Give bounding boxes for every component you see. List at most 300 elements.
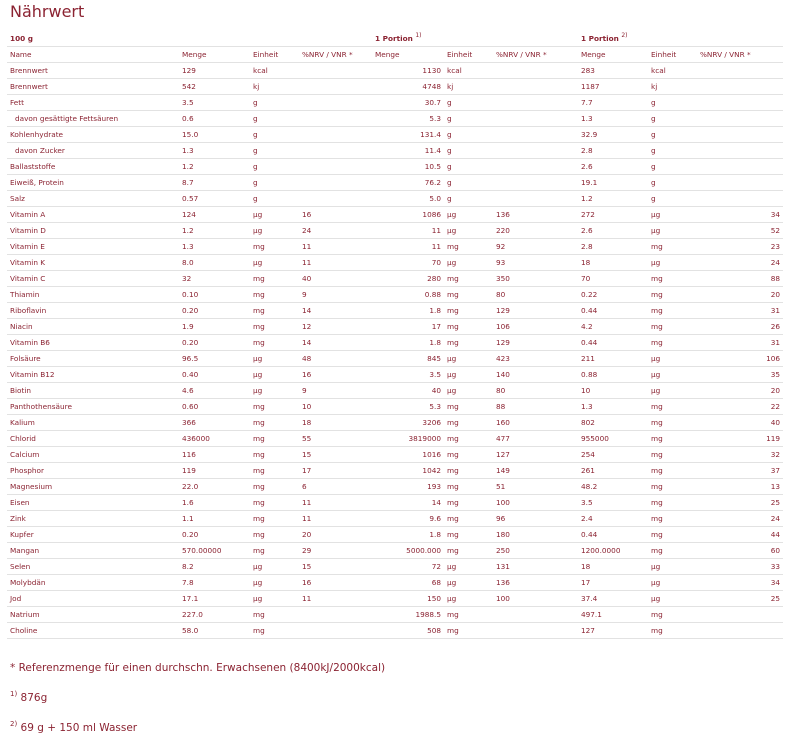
- col-nrv-1: %NRV / VNR *: [299, 47, 372, 63]
- menge-100g: 32: [179, 271, 250, 287]
- einheit-portion-1: µg: [444, 223, 493, 239]
- einheit-portion-1: mg: [444, 399, 493, 415]
- table-row: [7, 447, 783, 463]
- table-row: [7, 367, 783, 383]
- einheit-portion-1: mg: [444, 495, 493, 511]
- nrv-100g: [299, 623, 372, 639]
- menge-100g: 0.20: [179, 303, 250, 319]
- menge-portion-2: 10: [578, 383, 648, 399]
- nrv-portion-2: 34: [697, 207, 783, 223]
- einheit-100g: mg: [250, 463, 299, 479]
- menge-portion-2: 2.4: [578, 511, 648, 527]
- menge-portion-2: 19.1: [578, 175, 648, 191]
- einheit-portion-2: µg: [648, 207, 697, 223]
- menge-portion-2: 18: [578, 559, 648, 575]
- menge-100g: 22.0: [179, 479, 250, 495]
- menge-100g: 1.9: [179, 319, 250, 335]
- nutrient-name: Vitamin B12: [7, 367, 179, 383]
- menge-portion-2: 1200.0000: [578, 543, 648, 559]
- nrv-100g: 20: [299, 527, 372, 543]
- einheit-portion-1: g: [444, 143, 493, 159]
- menge-100g: 0.6: [179, 111, 250, 127]
- menge-100g: 17.1: [179, 591, 250, 607]
- menge-100g: 542: [179, 79, 250, 95]
- table-row: [7, 383, 783, 399]
- nrv-portion-2: 31: [697, 303, 783, 319]
- table-row: [7, 271, 783, 287]
- nrv-portion-2: 22: [697, 399, 783, 415]
- nrv-portion-2: [697, 79, 783, 95]
- einheit-100g: g: [250, 191, 299, 207]
- einheit-portion-2: g: [648, 111, 697, 127]
- einheit-100g: mg: [250, 303, 299, 319]
- einheit-100g: µg: [250, 351, 299, 367]
- einheit-portion-2: µg: [648, 575, 697, 591]
- nrv-portion-1: 180: [493, 527, 578, 543]
- einheit-portion-1: mg: [444, 527, 493, 543]
- menge-portion-2: 0.88: [578, 367, 648, 383]
- nrv-portion-1: [493, 191, 578, 207]
- menge-portion-2: 0.44: [578, 335, 648, 351]
- einheit-100g: mg: [250, 447, 299, 463]
- nutrient-name: Kupfer: [7, 527, 179, 543]
- menge-portion-1: 508: [372, 623, 444, 639]
- menge-portion-1: 3206: [372, 415, 444, 431]
- nutrient-name: Fett: [7, 95, 179, 111]
- einheit-portion-2: kcal: [648, 63, 697, 79]
- einheit-portion-1: µg: [444, 559, 493, 575]
- nrv-portion-2: 52: [697, 223, 783, 239]
- einheit-portion-2: mg: [648, 431, 697, 447]
- einheit-portion-2: g: [648, 127, 697, 143]
- menge-portion-2: 272: [578, 207, 648, 223]
- nrv-100g: 17: [299, 463, 372, 479]
- menge-portion-1: 9.6: [372, 511, 444, 527]
- menge-portion-2: 0.22: [578, 287, 648, 303]
- nrv-portion-2: [697, 111, 783, 127]
- nrv-portion-2: 25: [697, 591, 783, 607]
- einheit-100g: mg: [250, 527, 299, 543]
- nutrient-name: Magnesium: [7, 479, 179, 495]
- menge-portion-2: 32.9: [578, 127, 648, 143]
- table-row: [7, 191, 783, 207]
- table-row: [7, 399, 783, 415]
- einheit-portion-1: g: [444, 95, 493, 111]
- nrv-portion-2: 20: [697, 287, 783, 303]
- einheit-portion-2: mg: [648, 463, 697, 479]
- nutrient-name: Folsäure: [7, 351, 179, 367]
- nrv-portion-1: 127: [493, 447, 578, 463]
- einheit-100g: mg: [250, 607, 299, 623]
- einheit-portion-2: mg: [648, 319, 697, 335]
- einheit-portion-1: mg: [444, 479, 493, 495]
- table-row: [7, 479, 783, 495]
- menge-portion-1: 1.8: [372, 303, 444, 319]
- einheit-portion-1: kcal: [444, 63, 493, 79]
- nrv-100g: 29: [299, 543, 372, 559]
- nrv-100g: 12: [299, 319, 372, 335]
- menge-100g: 0.20: [179, 335, 250, 351]
- group-portion-2: 1 Portion $^{2)}$: [578, 31, 783, 47]
- einheit-100g: g: [250, 175, 299, 191]
- nutrient-name: Niacin: [7, 319, 179, 335]
- menge-portion-1: 11.4: [372, 143, 444, 159]
- einheit-100g: mg: [250, 543, 299, 559]
- table-row: [7, 143, 783, 159]
- nutrient-name: davon gesättigte Fettsäuren: [7, 111, 179, 127]
- einheit-portion-2: mg: [648, 335, 697, 351]
- nrv-100g: 16: [299, 367, 372, 383]
- table-row: [7, 543, 783, 559]
- menge-100g: 366: [179, 415, 250, 431]
- nrv-portion-2: [697, 159, 783, 175]
- nrv-portion-1: [493, 143, 578, 159]
- nrv-portion-1: 129: [493, 303, 578, 319]
- nrv-100g: [299, 143, 372, 159]
- einheit-100g: mg: [250, 431, 299, 447]
- menge-100g: 0.10: [179, 287, 250, 303]
- menge-portion-2: 7.7: [578, 95, 648, 111]
- nrv-portion-1: [493, 63, 578, 79]
- menge-portion-2: 2.8: [578, 239, 648, 255]
- column-header-row: [7, 47, 783, 63]
- table-row: [7, 463, 783, 479]
- group-100g: 100 g: [7, 31, 372, 47]
- nrv-100g: [299, 95, 372, 111]
- menge-portion-2: 17: [578, 575, 648, 591]
- table-row: [7, 559, 783, 575]
- table-row: [7, 623, 783, 639]
- nutrient-name: Calcium: [7, 447, 179, 463]
- nrv-portion-2: [697, 127, 783, 143]
- menge-portion-1: 30.7: [372, 95, 444, 111]
- einheit-portion-1: mg: [444, 607, 493, 623]
- nrv-100g: 40: [299, 271, 372, 287]
- col-nrv-2: %NRV / VNR *: [493, 47, 578, 63]
- menge-portion-1: 70: [372, 255, 444, 271]
- einheit-portion-2: mg: [648, 479, 697, 495]
- menge-portion-1: 3819000: [372, 431, 444, 447]
- nutrient-name: Biotin: [7, 383, 179, 399]
- col-einheit-3: Einheit: [648, 47, 697, 63]
- nrv-portion-2: 60: [697, 543, 783, 559]
- nrv-portion-2: 31: [697, 335, 783, 351]
- menge-portion-2: 1187: [578, 79, 648, 95]
- menge-portion-1: 72: [372, 559, 444, 575]
- col-einheit-2: Einheit: [444, 47, 493, 63]
- einheit-portion-2: mg: [648, 447, 697, 463]
- table-row: [7, 175, 783, 191]
- menge-portion-2: 2.8: [578, 143, 648, 159]
- nrv-portion-2: 25: [697, 495, 783, 511]
- menge-portion-2: 211: [578, 351, 648, 367]
- nrv-portion-1: 92: [493, 239, 578, 255]
- table-row: [7, 351, 783, 367]
- einheit-100g: µg: [250, 383, 299, 399]
- nutrient-name: Chlorid: [7, 431, 179, 447]
- einheit-portion-1: mg: [444, 543, 493, 559]
- einheit-100g: mg: [250, 239, 299, 255]
- menge-portion-2: 1.3: [578, 111, 648, 127]
- menge-portion-2: 18: [578, 255, 648, 271]
- nrv-100g: 14: [299, 335, 372, 351]
- einheit-portion-1: µg: [444, 207, 493, 223]
- nutrient-name: Natrium: [7, 607, 179, 623]
- menge-100g: 570.00000: [179, 543, 250, 559]
- nrv-100g: 6: [299, 479, 372, 495]
- einheit-100g: mg: [250, 511, 299, 527]
- table-row: [7, 431, 783, 447]
- nutrient-name: Thiamin: [7, 287, 179, 303]
- nutrient-name: Zink: [7, 511, 179, 527]
- einheit-portion-1: mg: [444, 303, 493, 319]
- nrv-portion-2: 119: [697, 431, 783, 447]
- einheit-100g: g: [250, 143, 299, 159]
- nrv-portion-1: 250: [493, 543, 578, 559]
- menge-portion-2: 283: [578, 63, 648, 79]
- einheit-portion-1: µg: [444, 591, 493, 607]
- einheit-portion-1: µg: [444, 255, 493, 271]
- nrv-portion-1: 131: [493, 559, 578, 575]
- menge-100g: 124: [179, 207, 250, 223]
- einheit-portion-1: g: [444, 111, 493, 127]
- nrv-portion-2: [697, 623, 783, 639]
- table-row: [7, 415, 783, 431]
- nrv-portion-1: 149: [493, 463, 578, 479]
- nutrient-name: Mangan: [7, 543, 179, 559]
- nrv-portion-2: 34: [697, 575, 783, 591]
- menge-100g: 0.60: [179, 399, 250, 415]
- einheit-portion-2: mg: [648, 623, 697, 639]
- nrv-100g: 11: [299, 495, 372, 511]
- page-title: Nährwert: [10, 2, 85, 21]
- nutrient-name: Vitamin B6: [7, 335, 179, 351]
- einheit-100g: mg: [250, 623, 299, 639]
- nrv-portion-2: [697, 63, 783, 79]
- einheit-portion-1: mg: [444, 319, 493, 335]
- menge-100g: 96.5: [179, 351, 250, 367]
- nutrient-name: Salz: [7, 191, 179, 207]
- einheit-portion-2: µg: [648, 255, 697, 271]
- nrv-100g: [299, 63, 372, 79]
- nutrient-name: Vitamin C: [7, 271, 179, 287]
- nutrient-name: davon Zucker: [7, 143, 179, 159]
- nrv-portion-1: 129: [493, 335, 578, 351]
- menge-100g: 0.20: [179, 527, 250, 543]
- menge-portion-2: 3.5: [578, 495, 648, 511]
- nrv-100g: 48: [299, 351, 372, 367]
- einheit-100g: mg: [250, 319, 299, 335]
- table-row: [7, 575, 783, 591]
- table-row: [7, 159, 783, 175]
- menge-portion-2: 37.4: [578, 591, 648, 607]
- einheit-portion-1: µg: [444, 575, 493, 591]
- einheit-portion-1: µg: [444, 351, 493, 367]
- nrv-100g: 14: [299, 303, 372, 319]
- einheit-portion-2: g: [648, 191, 697, 207]
- footnote-reference: * Referenzmenge für einen durchschn. Erwachsenen (8400kJ/2000kcal): [10, 662, 386, 674]
- menge-portion-2: 1.3: [578, 399, 648, 415]
- einheit-100g: µg: [250, 223, 299, 239]
- nutrient-name: Eisen: [7, 495, 179, 511]
- nrv-portion-1: 96: [493, 511, 578, 527]
- einheit-portion-2: mg: [648, 511, 697, 527]
- table-row: [7, 63, 783, 79]
- menge-portion-1: 17: [372, 319, 444, 335]
- col-menge-2: Menge: [372, 47, 444, 63]
- col-einheit-1: Einheit: [250, 47, 299, 63]
- col-menge-1: Menge: [179, 47, 250, 63]
- nrv-100g: 16: [299, 575, 372, 591]
- einheit-portion-2: g: [648, 159, 697, 175]
- nrv-portion-1: [493, 95, 578, 111]
- nrv-portion-1: 136: [493, 575, 578, 591]
- einheit-portion-2: mg: [648, 415, 697, 431]
- nrv-100g: [299, 175, 372, 191]
- einheit-portion-2: mg: [648, 607, 697, 623]
- einheit-portion-1: µg: [444, 367, 493, 383]
- menge-portion-2: 0.44: [578, 303, 648, 319]
- einheit-portion-1: g: [444, 127, 493, 143]
- einheit-portion-2: µg: [648, 351, 697, 367]
- einheit-portion-2: mg: [648, 527, 697, 543]
- group-portion-1: 1 Portion $^{1)}$: [372, 31, 578, 47]
- nrv-portion-2: 24: [697, 255, 783, 271]
- table-row: [7, 255, 783, 271]
- menge-100g: 436000: [179, 431, 250, 447]
- einheit-portion-1: mg: [444, 335, 493, 351]
- table-row: [7, 319, 783, 335]
- nrv-100g: 11: [299, 591, 372, 607]
- nrv-portion-1: [493, 159, 578, 175]
- nrv-portion-1: 160: [493, 415, 578, 431]
- menge-portion-2: 1.2: [578, 191, 648, 207]
- menge-portion-1: 1988.5: [372, 607, 444, 623]
- nrv-portion-2: 40: [697, 415, 783, 431]
- menge-portion-2: 254: [578, 447, 648, 463]
- einheit-100g: µg: [250, 367, 299, 383]
- menge-100g: 8.0: [179, 255, 250, 271]
- menge-portion-1: 5000.000: [372, 543, 444, 559]
- menge-portion-1: 0.88: [372, 287, 444, 303]
- menge-portion-1: 5.0: [372, 191, 444, 207]
- col-name: Name: [7, 47, 179, 63]
- menge-portion-1: 5.3: [372, 111, 444, 127]
- menge-portion-1: 40: [372, 383, 444, 399]
- menge-100g: 0.40: [179, 367, 250, 383]
- menge-portion-1: 845: [372, 351, 444, 367]
- einheit-portion-2: mg: [648, 495, 697, 511]
- menge-100g: 15.0: [179, 127, 250, 143]
- einheit-portion-1: mg: [444, 623, 493, 639]
- einheit-portion-1: g: [444, 191, 493, 207]
- col-menge-3: Menge: [578, 47, 648, 63]
- table-row: [7, 607, 783, 623]
- nrv-100g: 9: [299, 287, 372, 303]
- nrv-portion-1: [493, 79, 578, 95]
- nrv-portion-1: 140: [493, 367, 578, 383]
- nutrient-name: Phosphor: [7, 463, 179, 479]
- menge-portion-2: 2.6: [578, 223, 648, 239]
- nrv-portion-2: 24: [697, 511, 783, 527]
- einheit-100g: g: [250, 111, 299, 127]
- einheit-100g: mg: [250, 399, 299, 415]
- nrv-portion-2: 106: [697, 351, 783, 367]
- nutrient-name: Vitamin K: [7, 255, 179, 271]
- nrv-100g: 24: [299, 223, 372, 239]
- einheit-100g: mg: [250, 479, 299, 495]
- einheit-100g: µg: [250, 575, 299, 591]
- table-row: [7, 591, 783, 607]
- menge-100g: 1.1: [179, 511, 250, 527]
- nrv-portion-2: 13: [697, 479, 783, 495]
- menge-portion-1: 1086: [372, 207, 444, 223]
- einheit-100g: g: [250, 159, 299, 175]
- einheit-portion-2: µg: [648, 367, 697, 383]
- einheit-100g: mg: [250, 495, 299, 511]
- nrv-100g: 15: [299, 559, 372, 575]
- einheit-100g: kj: [250, 79, 299, 95]
- einheit-100g: mg: [250, 287, 299, 303]
- footnote-1: $^{1)}$ 876g: [10, 690, 48, 704]
- table-row: [7, 207, 783, 223]
- menge-portion-2: 70: [578, 271, 648, 287]
- nrv-portion-1: 423: [493, 351, 578, 367]
- menge-portion-2: 0.44: [578, 527, 648, 543]
- einheit-portion-2: g: [648, 175, 697, 191]
- nutrient-name: Brennwert: [7, 79, 179, 95]
- table-row: [7, 223, 783, 239]
- nutrient-name: Vitamin D: [7, 223, 179, 239]
- nutrition-table: [7, 31, 783, 639]
- nrv-100g: 16: [299, 207, 372, 223]
- einheit-portion-2: µg: [648, 591, 697, 607]
- nrv-portion-2: [697, 191, 783, 207]
- einheit-portion-1: g: [444, 175, 493, 191]
- menge-portion-2: 48.2: [578, 479, 648, 495]
- einheit-portion-1: mg: [444, 271, 493, 287]
- table-row: [7, 335, 783, 351]
- menge-100g: 58.0: [179, 623, 250, 639]
- menge-portion-1: 1130: [372, 63, 444, 79]
- menge-portion-2: 497.1: [578, 607, 648, 623]
- menge-portion-1: 150: [372, 591, 444, 607]
- nrv-portion-2: 26: [697, 319, 783, 335]
- col-nrv-3: %NRV / VNR *: [697, 47, 783, 63]
- einheit-portion-1: mg: [444, 431, 493, 447]
- table-row: [7, 79, 783, 95]
- nrv-portion-1: 100: [493, 591, 578, 607]
- einheit-100g: mg: [250, 335, 299, 351]
- table-row: [7, 527, 783, 543]
- nrv-portion-2: 23: [697, 239, 783, 255]
- menge-100g: 129: [179, 63, 250, 79]
- nrv-100g: 11: [299, 239, 372, 255]
- table-row: [7, 95, 783, 111]
- einheit-portion-1: mg: [444, 239, 493, 255]
- nrv-portion-1: 350: [493, 271, 578, 287]
- menge-portion-1: 1016: [372, 447, 444, 463]
- menge-portion-1: 4748: [372, 79, 444, 95]
- nrv-portion-1: 136: [493, 207, 578, 223]
- einheit-portion-1: kj: [444, 79, 493, 95]
- nrv-portion-1: 220: [493, 223, 578, 239]
- nrv-100g: [299, 607, 372, 623]
- nrv-100g: [299, 191, 372, 207]
- table-row: [7, 303, 783, 319]
- einheit-portion-2: mg: [648, 271, 697, 287]
- einheit-portion-1: mg: [444, 415, 493, 431]
